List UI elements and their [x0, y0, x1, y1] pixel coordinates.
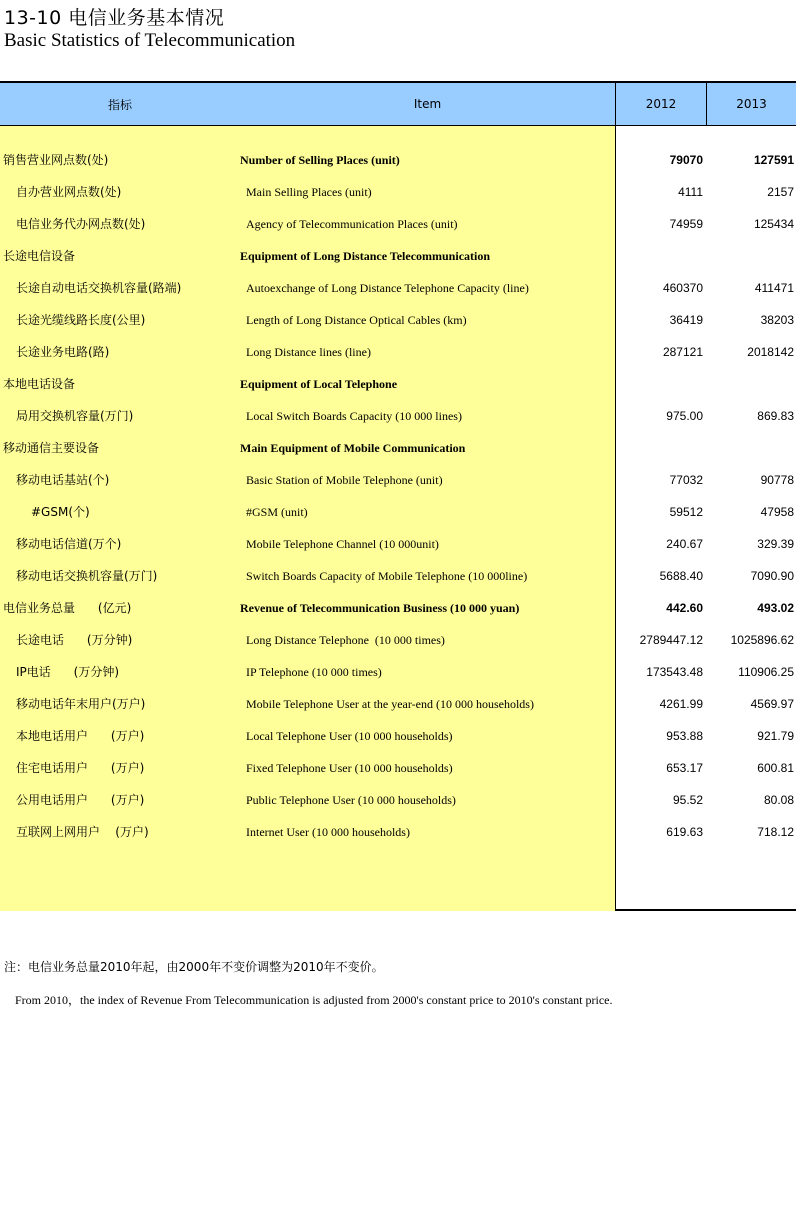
value-2012: 79070 — [669, 153, 703, 167]
row-label-cn: #GSM(个) — [31, 505, 90, 519]
row-label-en: #GSM (unit) — [246, 505, 308, 519]
value-2013: 7090.90 — [750, 569, 794, 583]
row-label-en: Long Distance Telephone (10 000 times) — [246, 633, 445, 647]
value-2013: 125434 — [753, 217, 794, 231]
value-2013: 90778 — [760, 473, 794, 487]
value-2012: 59512 — [669, 505, 703, 519]
value-2012: 287121 — [662, 345, 703, 359]
table-row — [0, 176, 796, 208]
row-label-en: Number of Selling Places (unit) — [240, 153, 400, 167]
value-2012: 975.00 — [666, 409, 703, 423]
table-row — [0, 688, 796, 720]
page-title-cn: 13-10 电信业务基本情况 — [4, 7, 225, 29]
table-row — [0, 432, 796, 464]
value-2012: 240.67 — [666, 537, 703, 551]
value-2013 — [706, 368, 794, 400]
row-label-en: Basic Station of Mobile Telephone (unit) — [246, 473, 443, 487]
table-row — [0, 816, 796, 848]
row-label-cn: 公用电话用户 (万户) — [16, 793, 145, 807]
row-label-en: Mobile Telephone User at the year-end (10 000 households) — [246, 697, 534, 711]
row-label-cn: 局用交换机容量(万门) — [16, 409, 134, 423]
value-2013: 600.81 — [757, 761, 794, 775]
table-row — [0, 784, 796, 816]
table-row — [0, 144, 796, 176]
value-2012 — [616, 240, 703, 272]
page-title-en: Basic Statistics of Telecommunication — [4, 30, 296, 51]
table-row — [0, 208, 796, 240]
value-2013: 4569.97 — [750, 697, 794, 711]
row-label-en: Local Switch Boards Capacity (10 000 lines) — [246, 409, 462, 423]
table-row — [0, 336, 796, 368]
value-2013: 921.79 — [757, 729, 794, 743]
row-label-cn: 移动电话年末用户(万户) — [16, 697, 146, 711]
value-2013: 1025896.62 — [730, 633, 794, 647]
row-label-en: Switch Boards Capacity of Mobile Telephone (10 000line) — [246, 569, 528, 583]
table-row — [0, 752, 796, 784]
table-row — [0, 656, 796, 688]
row-label-cn: IP电话 (万分钟) — [16, 665, 120, 679]
row-label-en: Main Selling Places (unit) — [246, 185, 372, 199]
row-label-en: Internet User (10 000 households) — [246, 825, 410, 839]
row-label-cn: 长途光缆线路长度(公里) — [16, 313, 146, 327]
value-2012: 4111 — [678, 185, 703, 199]
row-label-cn: 移动电话信道(万个) — [16, 537, 122, 551]
table-body — [0, 126, 796, 911]
row-label-en: Local Telephone User (10 000 households) — [246, 729, 453, 743]
row-label-en: Autoexchange of Long Distance Telephone Capacity (line) — [246, 281, 529, 295]
table-row — [0, 624, 796, 656]
table-header — [0, 83, 796, 126]
table-row — [0, 400, 796, 432]
value-2012: 77032 — [669, 473, 703, 487]
footnote-cn: 注：电信业务总量2010年起，由2000年不变价调整为2010年不变价。 — [4, 960, 384, 974]
row-label-en: Equipment of Local Telephone — [240, 377, 398, 391]
table-row — [0, 496, 796, 528]
footnote-en: From 2010，the index of Revenue From Telecommunication is adjusted from 2000's constant price to 2010's constant price. — [15, 993, 613, 1007]
table-row — [0, 592, 796, 624]
statistics-table — [0, 81, 796, 911]
table-row — [0, 304, 796, 336]
table-row — [0, 464, 796, 496]
value-2012: 95.52 — [672, 793, 703, 807]
value-2013: 110906.25 — [738, 665, 794, 679]
row-label-cn: 互联网上网用户 (万户) — [16, 825, 149, 839]
row-label-cn: 本地电话设备 — [3, 377, 76, 391]
row-label-cn: 移动电话基站(个) — [16, 473, 110, 487]
row-label-cn: 长途电话 (万分钟) — [16, 633, 133, 647]
value-2013: 493.02 — [757, 601, 794, 615]
row-label-cn: 住宅电话用户 (万户) — [16, 761, 145, 775]
value-2013: 411471 — [754, 281, 794, 295]
row-label-en: Equipment of Long Distance Telecommunication — [240, 249, 491, 263]
row-label-en: Main Equipment of Mobile Communication — [240, 441, 466, 455]
value-2012: 619.63 — [666, 825, 703, 839]
row-label-cn: 移动通信主要设备 — [3, 441, 100, 455]
value-2012: 74959 — [669, 217, 703, 231]
row-label-en: Long Distance lines (line) — [246, 345, 371, 359]
value-2012: 2789447.12 — [639, 633, 703, 647]
value-2012: 460370 — [662, 281, 703, 295]
table-row — [0, 560, 796, 592]
value-2013: 47958 — [760, 505, 794, 519]
value-2013: 38203 — [760, 313, 794, 327]
header-year-2012: 2012 — [615, 83, 706, 125]
value-2012: 953.88 — [666, 729, 703, 743]
row-label-cn: 电信业务代办网点数(处) — [16, 217, 146, 231]
row-label-en: Revenue of Telecommunication Business (10 000 yuan) — [240, 601, 520, 615]
header-indicator: 指标 — [0, 83, 240, 125]
value-2013: 80.08 — [763, 793, 794, 807]
value-2012: 442.60 — [666, 601, 703, 615]
row-label-cn: 销售营业网点数(处) — [3, 153, 109, 167]
row-label-cn: 自办营业网点数(处) — [16, 185, 122, 199]
table-row — [0, 720, 796, 752]
table-row — [0, 528, 796, 560]
row-label-cn: 长途自动电话交换机容量(路端) — [16, 281, 182, 295]
value-2013: 718.12 — [757, 825, 794, 839]
value-2013: 127591 — [753, 153, 794, 167]
value-2013: 329.39 — [757, 537, 794, 551]
value-2012: 173543.48 — [646, 665, 703, 679]
value-2012: 653.17 — [666, 761, 703, 775]
value-2012: 36419 — [669, 313, 703, 327]
value-2013: 869.83 — [757, 409, 794, 423]
table-row — [0, 368, 796, 400]
row-label-cn: 长途业务电路(路) — [16, 345, 110, 359]
row-label-en: Agency of Telecommunication Places (unit) — [246, 217, 458, 231]
value-2012: 4261.99 — [659, 697, 703, 711]
row-label-en: Length of Long Distance Optical Cables (km) — [246, 313, 467, 327]
row-label-cn: 电信业务总量 (亿元) — [3, 601, 132, 615]
table-row — [0, 240, 796, 272]
value-2012 — [616, 432, 703, 464]
row-label-en: Mobile Telephone Channel (10 000unit) — [246, 537, 439, 551]
row-label-en: IP Telephone (10 000 times) — [246, 665, 382, 679]
table-row — [0, 272, 796, 304]
header-item: Item — [240, 83, 615, 125]
row-label-en: Fixed Telephone User (10 000 households) — [246, 761, 453, 775]
value-2012: 5688.40 — [659, 569, 703, 583]
row-label-cn: 移动电话交换机容量(万门) — [16, 569, 158, 583]
value-2013: 2157 — [767, 185, 794, 199]
value-2013: 2018142 — [747, 345, 794, 359]
value-2013 — [706, 432, 794, 464]
row-label-cn: 长途电信设备 — [3, 249, 76, 263]
value-2013 — [706, 240, 794, 272]
row-label-cn: 本地电话用户 (万户) — [16, 729, 145, 743]
row-label-en: Public Telephone User (10 000 households) — [246, 793, 456, 807]
value-2012 — [616, 368, 703, 400]
header-year-2013: 2013 — [706, 83, 796, 125]
